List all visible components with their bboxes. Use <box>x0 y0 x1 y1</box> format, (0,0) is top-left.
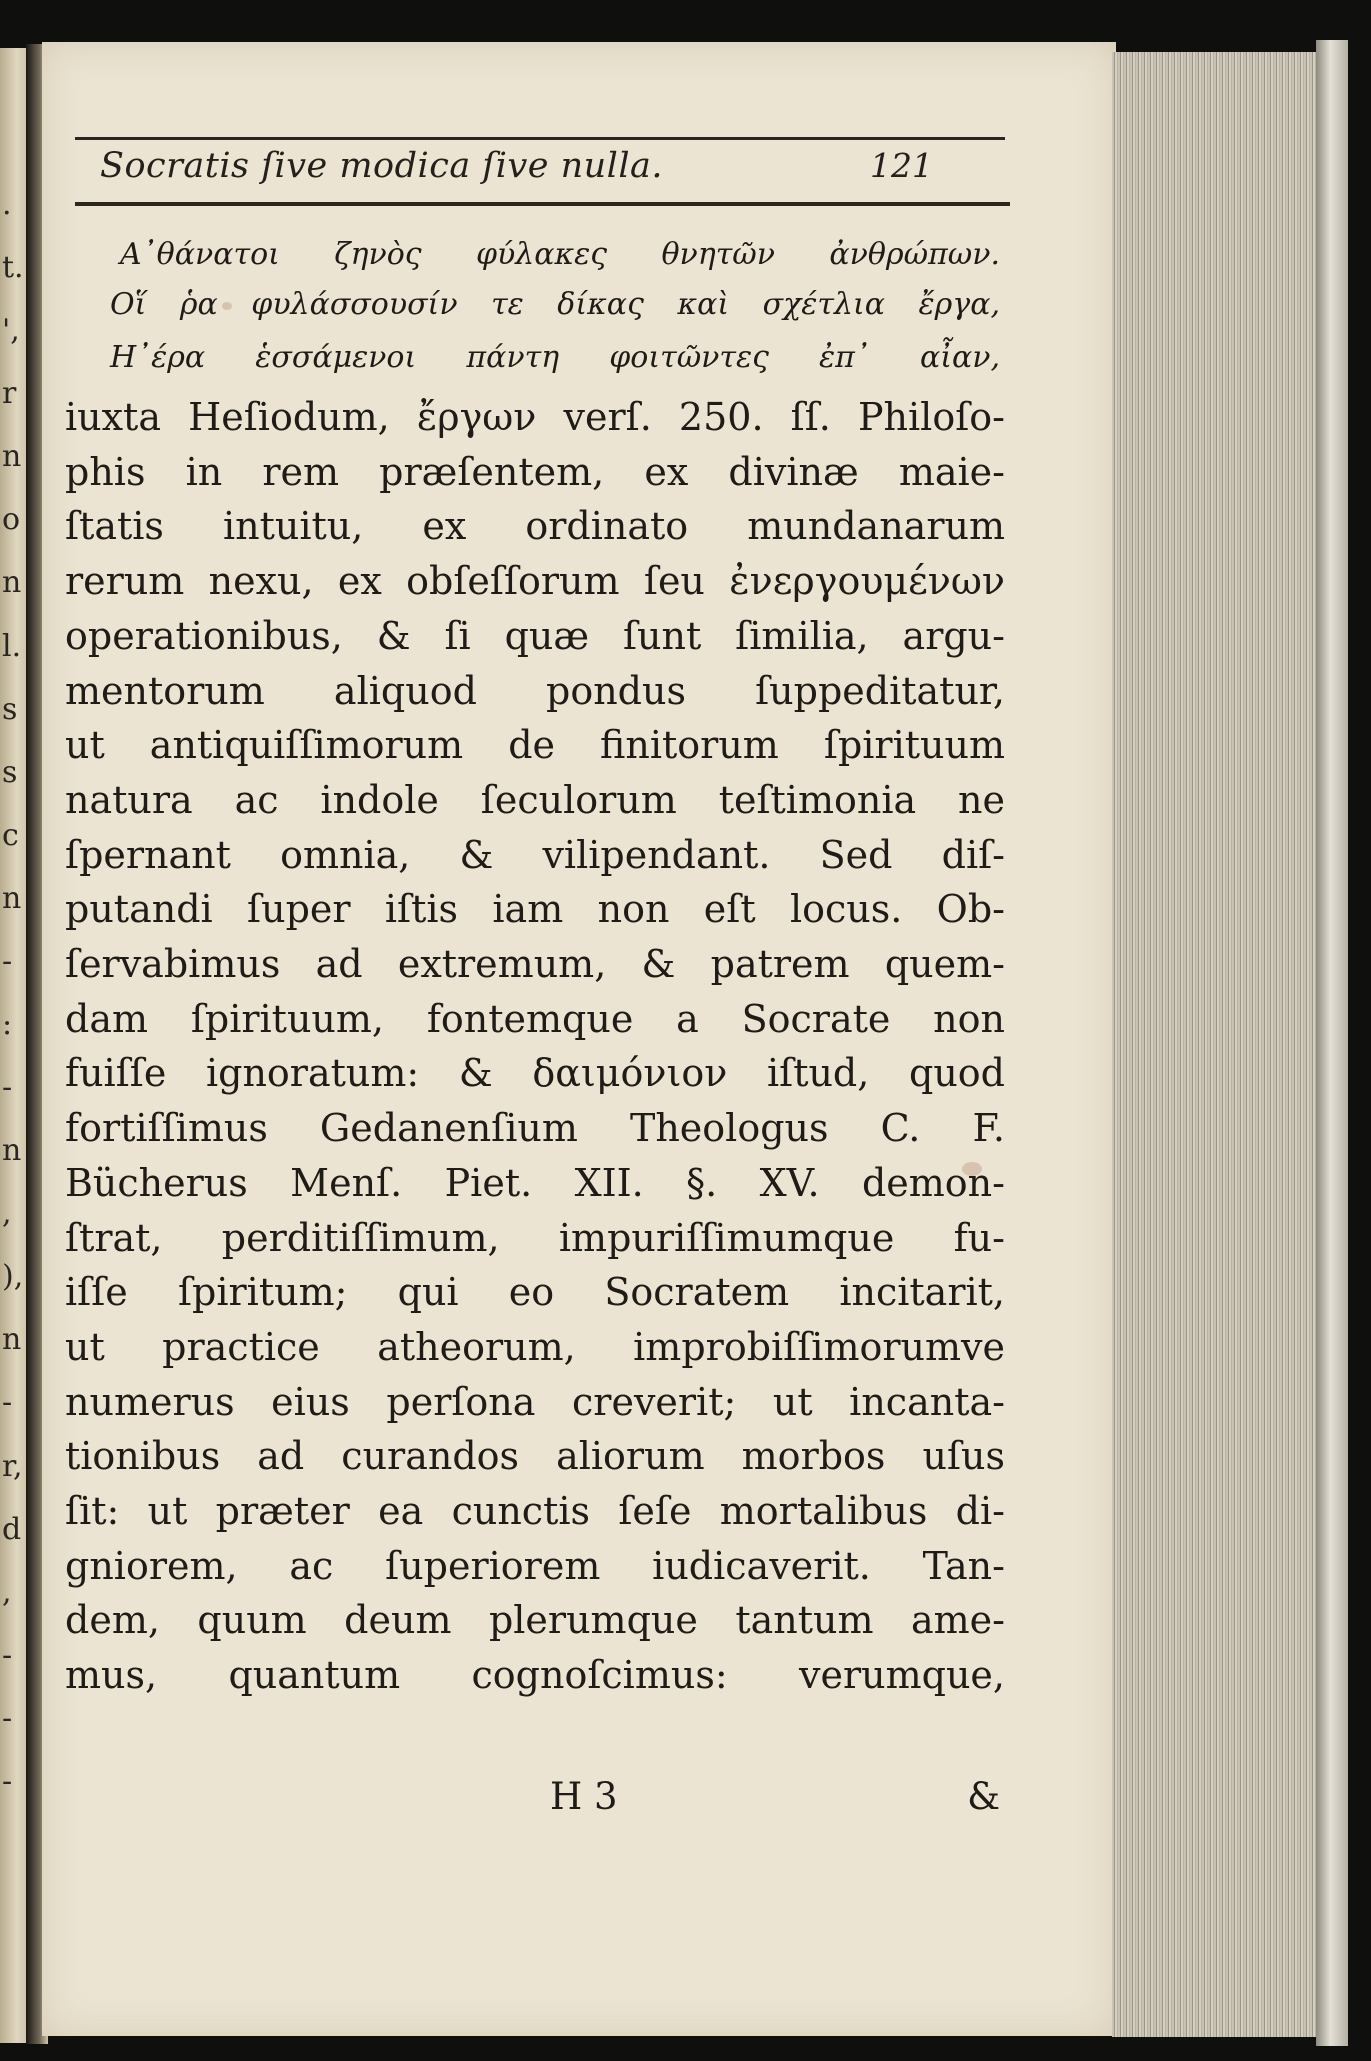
left-margin-mark: o <box>2 502 21 537</box>
text-line: ſtatis intuitu, ex ordinato mundanarum <box>65 504 1005 548</box>
running-head-title: Socratis ſive modica ſive nulla. <box>100 146 664 186</box>
header-rule-bottom <box>75 202 1010 206</box>
text-line: fortiſſimus Gedanenſium Theologus C. F. <box>65 1106 1005 1150</box>
text-line: ſpernant omnia, & vilipendant. Sed diſ- <box>65 833 1005 877</box>
left-margin-mark: - <box>2 1701 13 1736</box>
left-margin-mark: n <box>2 565 22 600</box>
text-line: mus, quantum cognoſcimus: verumque, <box>65 1653 1005 1697</box>
left-margin-mark: : <box>2 1007 13 1042</box>
text-line: ut antiquiſſimorum de finitorum ſpirituum <box>65 723 1005 767</box>
page-edges <box>1112 52 1318 2037</box>
left-margin-mark: s <box>2 755 18 790</box>
greek-verse-line: Η᾽έρα ἑσσάμενοι πάντη φοιτῶντες ἐπ᾽ αἶαν, <box>110 340 1000 375</box>
left-margin-mark: t. <box>2 250 24 285</box>
left-margin-mark: r <box>2 376 17 411</box>
left-margin-mark: n <box>2 1133 22 1168</box>
text-line: operationibus, & ſi quæ ſunt ſimilia, argu- <box>65 614 1005 658</box>
cover-edge <box>1316 40 1348 2046</box>
left-margin-mark: , <box>2 1575 12 1610</box>
left-margin-mark: - <box>2 944 13 979</box>
left-margin-mark: c <box>2 818 19 853</box>
left-margin-mark: - <box>2 1638 13 1673</box>
text-line: rerum nexu, ex obſeſſorum ſeu ἐνεργουμένων <box>65 559 1005 603</box>
left-margin-mark: l. <box>2 629 22 664</box>
left-margin-mark: . <box>2 187 12 222</box>
text-line: gniorem, ac ſuperiorem iudicaverit. Tan- <box>65 1544 1005 1588</box>
text-line: ut practice atheorum, improbiſſimorumve <box>65 1325 1005 1369</box>
text-line: dam ſpirituum, fontemque a Socrate non <box>65 997 1005 1041</box>
left-margin-mark: ', <box>2 313 20 348</box>
signature-mark: H 3 <box>550 1775 618 1818</box>
left-page-margin-text <box>0 187 28 1850</box>
left-margin-mark: - <box>2 1070 13 1105</box>
left-margin-mark: , <box>2 1196 12 1231</box>
text-line: natura ac indole ſeculorum teſtimonia ne <box>65 778 1005 822</box>
catchword: & <box>967 1775 1000 1818</box>
greek-verse-line: Α᾽θάνατοι ζηνὸς φύλακες θνητῶν ἀνθρώπων. <box>120 237 1000 272</box>
text-line: numerus eius perſona creverit; ut incanta- <box>65 1380 1005 1424</box>
text-line: Bücherus Menſ. Piet. XII. §. XV. demon- <box>65 1161 1005 1205</box>
header-rule-top <box>75 137 1005 140</box>
left-margin-mark: - <box>2 1764 13 1799</box>
greek-verse-line: Οἵ ῥα φυλάσσουσίν τε δίκας καὶ σχέτλια ἔργα, <box>110 287 1000 322</box>
text-line: ſtrat, perditiſſimum, impuriſſimumque fu- <box>65 1216 1005 1260</box>
text-line: phis in rem præſentem, ex divinæ maie- <box>65 450 1005 494</box>
left-margin-mark: - <box>2 1385 13 1420</box>
text-line: mentorum aliquod pondus ſuppeditatur, <box>65 669 1005 713</box>
text-line: tionibus ad curandos aliorum morbos uſus <box>65 1434 1005 1478</box>
text-line: iuxta Heſiodum, ἔργων verſ. 250. ſſ. Philoſo- <box>65 395 1005 439</box>
page-footer <box>550 1775 1020 1825</box>
text-line: putandi ſuper iſtis iam non eſt locus. Ob- <box>65 887 1005 931</box>
text-line: iſſe ſpiritum; qui eo Socratem incitarit, <box>65 1270 1005 1314</box>
left-margin-mark: n <box>2 439 22 474</box>
left-margin-mark: n <box>2 1322 22 1357</box>
left-margin-mark: ), <box>2 1259 24 1294</box>
left-margin-mark: s <box>2 692 18 727</box>
text-line: ſervabimus ad extremum, & patrem quem- <box>65 942 1005 986</box>
left-margin-mark: r, <box>2 1449 23 1484</box>
text-line: dem, quum deum plerumque tantum ame- <box>65 1598 1005 1642</box>
text-line: fuiſſe ignoratum: & δαιμόνιον iſtud, quod <box>65 1051 1005 1095</box>
left-margin-mark: d <box>2 1512 22 1547</box>
left-margin-mark: n <box>2 881 22 916</box>
text-line: ſit: ut præter ea cunctis ſeſe mortalibus di- <box>65 1489 1005 1533</box>
page-number: 121 <box>870 146 933 185</box>
